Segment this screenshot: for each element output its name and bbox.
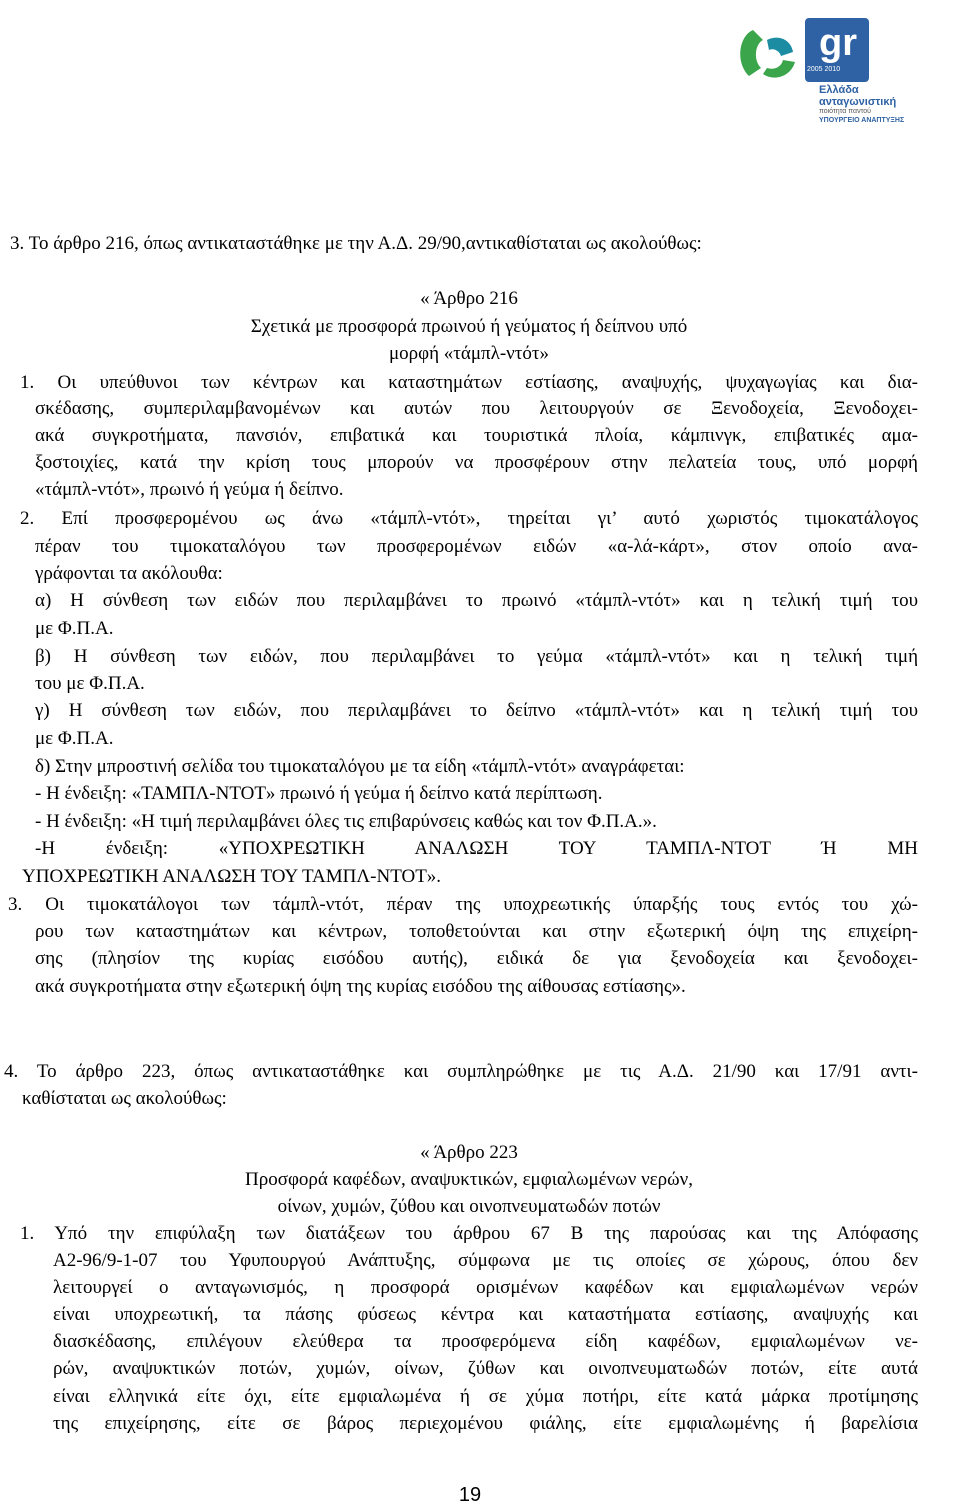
article-223-subtitle-2: οίνων, χυμών, ζύθου και οινοπνευματωδών ποτών — [277, 1196, 661, 1217]
page-number: 19 — [458, 1484, 482, 1506]
section-4-heading-2: καθίσταται ως ακολούθως: — [22, 1088, 227, 1109]
article-216-title: « Άρθρο 216 — [420, 288, 518, 309]
para-line: δ) Στην μπροστινή σελίδα του τιμοκαταλόγου με τα είδη «τάμπλ-ντότ» αναγράφεται: — [35, 756, 685, 777]
para-line: με Φ.Π.Α. — [35, 618, 114, 639]
para-line: 2. Επί προσφερομένου ως άνω «τάμπλ-ντότ», τηρείται γι’ αυτό χωριστός τιμοκατάλογος — [20, 508, 918, 529]
ministry-logo: gr 2005 2010 Ελλάδα ανταγωνιστική ποιότητα παντού ΥΠΟΥΡΓΕΙΟ ΑΝΑΠΤΥΞΗΣ — [733, 12, 928, 122]
para-line: είναι υποχρεωτική, τα πάσης φύσεως κέντρα και καταστήματα εστίασης, αναψυχής και — [53, 1304, 918, 1325]
section-3-heading: 3. Το άρθρο 216, όπως αντικαταστάθηκε με την Α.Δ. 29/90,αντικαθίσταται ως ακολούθως: — [10, 233, 702, 254]
para-line: -Η ένδειξη: «ΥΠΟΧΡΕΩΤΙΚΗ ΑΝΑΛΩΣΗ ΤΟΥ ΤΑΜΠΛ-ΝΤΟΤ Ή ΜΗ — [35, 838, 918, 859]
para-line: ρου των καταστημάτων και κέντρων, τοποθετούνται και στην εξωτερική όψη της επιχείρη- — [35, 921, 918, 942]
para-line: διασκέδασης, επιλέγουν ελεύθερα τα προσφερόμενα είδη καφέδων, εμφιαλωμένων νε- — [53, 1331, 918, 1352]
para-line: γ) Η σύνθεση των ειδών, που περιλαμβάνει το δείπνο «τάμπλ-ντότ» και η τελική τιμή του — [35, 700, 918, 721]
para-line: λειτουργεί ο ανταγωνισμός, η προσφορά ορισμένων καφέδων και εμφιαλωμένων νερών — [53, 1277, 918, 1298]
article-216-subtitle-2: μορφή «τάμπλ-ντότ» — [388, 343, 550, 364]
para-line: ακά συγκροτήματα στην εξωτερική όψη της κυρίας εισόδου της αίθουσας εστίασης». — [35, 976, 686, 997]
para-line: σης (πλησίον της κυρίας εισόδου αυτής), ειδικά δε για ξενοδοχεία και ξενοδοχει- — [35, 948, 918, 969]
article-223-title: « Άρθρο 223 — [420, 1142, 518, 1163]
para-line: 1. Υπό την επιφύλαξη των διατάξεων του άρθρου 67 Β της παρούσας και της Απόφασης — [20, 1223, 918, 1244]
para-line: α) Η σύνθεση των ειδών που περιλαμβάνει το πρωινό «τάμπλ-ντότ» και η τελική τιμή του — [35, 590, 918, 611]
para-line: 3. Οι τιμοκατάλογοι των τάμπλ-ντότ, πέραν της υποχρεωτικής ύπαρξής τους εντός του χώ- — [8, 894, 918, 915]
para-line: σκέδασης, συμπεριλαμβανομένων και αυτών που λειτουργούν σε Ξενοδοχεία, Ξενοδοχει- — [35, 398, 918, 419]
para-line: - Η ένδειξη: «Η τιμή περιλαμβάνει όλες τις επιβαρύνσεις καθώς και τον Φ.Π.Α.». — [35, 811, 657, 832]
para-line: γράφονται τα ακόλουθα: — [35, 563, 223, 584]
para-line: ακά συγκροτήματα, πανσιόν, επιβατικά και τουριστικά πλοία, κάμπινγκ, επιβατικές αμα- — [35, 425, 918, 446]
para-line: ξοστοιχίες, κατά την κρίση τους μπορούν να προσφέρουν στην πελατεία τους, υπό μορφή — [35, 452, 918, 473]
para-line: - Η ένδειξη: «ΤΑΜΠΛ-ΝΤΟΤ» πρωινό ή γεύμα ή δείπνο κατά περίπτωση. — [35, 783, 603, 804]
para-line: πέραν του τιμοκαταλόγου των προσφερομένων ειδών «α-λά-κάρτ», στον οποίο ανα- — [35, 536, 918, 557]
para-line: ΥΠΟΧΡΕΩΤΙΚΗ ΑΝΑΛΩΣΗ ΤΟΥ ΤΑΜΠΛ-ΝΤΟΤ». — [22, 866, 442, 887]
para-line: με Φ.Π.Α. — [35, 728, 114, 749]
para-line: του με Φ.Π.Α. — [35, 673, 145, 694]
para-line: β) Η σύνθεση των ειδών, που περιλαμβάνει το γεύμα «τάμπλ-ντότ» και η τελική τιμή — [35, 646, 918, 667]
section-4-heading: 4. Το άρθρο 223, όπως αντικαταστάθηκε και συμπληρώθηκε με τις Α.Δ. 21/90 και 17/91 αντι- — [4, 1061, 918, 1082]
article-216-subtitle: Σχετικά με προσφορά πρωινού ή γεύματος ή δείπνου υπό — [250, 316, 688, 337]
para-line: της επιχείρησης, είτε σε βάρος περιεχομένου φιάλης, είτε εμφιαλωμένης ή βαρελίσια — [53, 1413, 918, 1434]
para-line: είναι ελληνικά είτε όχι, είτε εμφιαλωμένα ή σε χύμα ποτήρι, είτε κατά μάρκα προτίμησης — [53, 1386, 918, 1407]
para-line: 1. Οι υπεύθυνοι των κέντρων και καταστημάτων εστίασης, αναψυχής, ψυχαγωγίας και δια- — [20, 372, 918, 393]
para-line: Α2-96/9-1-07 του Υφυπουργού Ανάπτυξης, σύμφωνα με τις οποίες σε χώρους, όπου δεν — [53, 1250, 918, 1271]
gr-mark: gr 2005 2010 — [805, 18, 869, 82]
logo-graphic — [733, 22, 809, 92]
para-line: «τάμπλ-ντότ», πρωινό ή γεύμα ή δείπνο. — [35, 479, 344, 500]
para-line: ρών, αναψυκτικών ποτών, χυμών, οίνων, ζύθων και οινοπνευματωδών ποτών, είτε αυτά — [53, 1358, 918, 1379]
article-223-subtitle: Προσφορά καφέδων, αναψυκτικών, εμφιαλωμένων νερών, — [245, 1169, 693, 1190]
